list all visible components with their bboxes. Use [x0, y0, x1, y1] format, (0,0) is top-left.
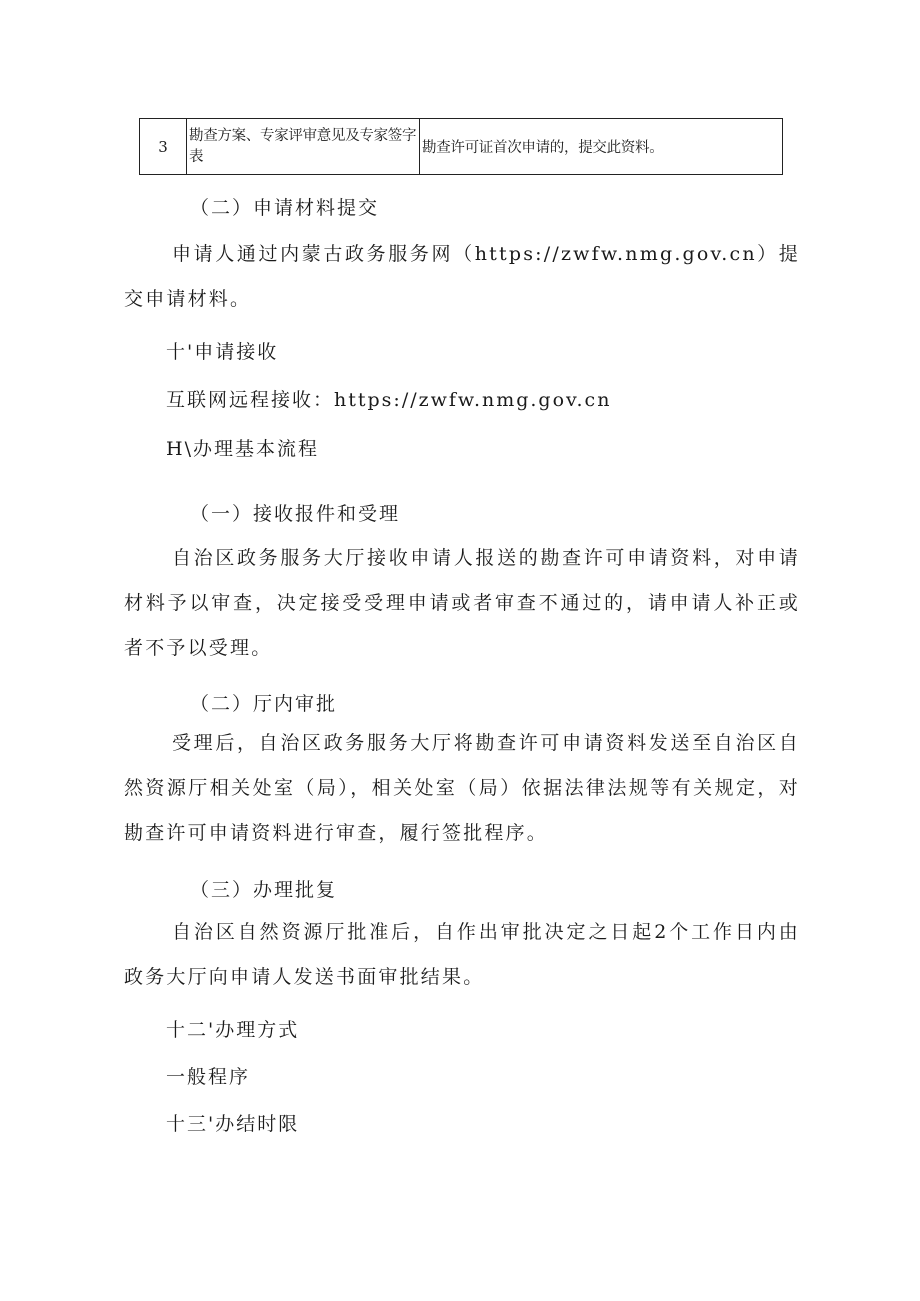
- section-12-text: 一般程序: [166, 1066, 251, 1088]
- submit-heading: （二）申请材料提交: [190, 197, 380, 219]
- material-note-cell: 勘查许可证首次申请的，提交此资料。: [420, 119, 783, 175]
- step-3-heading: （三）办理批复: [190, 879, 338, 901]
- step-2-paragraph: 受理后，自治区政务服务大厅将勘查许可申请资料发送至自治区自然资源厅相关处室（局），相关处室（局）依据法律法规等有关规定，对勘查许可申请资料进行审查，履行签批程序。: [124, 732, 800, 844]
- section-13-heading: 十三'办结时限: [166, 1113, 300, 1135]
- section-12-heading: 十二'办理方式: [166, 1019, 300, 1041]
- section-10-text: 互联网远程接收：https://zwfw.nmg.gov.cn: [166, 389, 612, 411]
- table-row: [140, 119, 783, 175]
- step-3-paragraph: 自治区自然资源厅批准后，自作出审批决定之日起2个工作日内由政务大厅向申请人发送书面审批结果。: [124, 921, 800, 988]
- submit-paragraph: 申请人通过内蒙古政务服务网（https://zwfw.nmg.gov.cn）提交申请材料。: [124, 243, 800, 310]
- material-name-cell: 勘查方案、专家评审意见及专家签字表: [187, 119, 420, 175]
- materials-table: [139, 118, 783, 175]
- section-10-heading: 十'申请接收: [166, 341, 279, 363]
- row-number: 3: [140, 119, 187, 175]
- step-1-heading: （一）接收报件和受理: [190, 503, 401, 525]
- step-1-paragraph: 自治区政务服务大厅接收申请人报送的勘查许可申请资料，对申请材料予以审查，决定接受受理申请或者审查不通过的，请申请人补正或者不予以受理。: [124, 547, 800, 659]
- step-2-heading: （二）厅内审批: [190, 693, 338, 715]
- section-11-heading: H\办理基本流程: [166, 438, 319, 460]
